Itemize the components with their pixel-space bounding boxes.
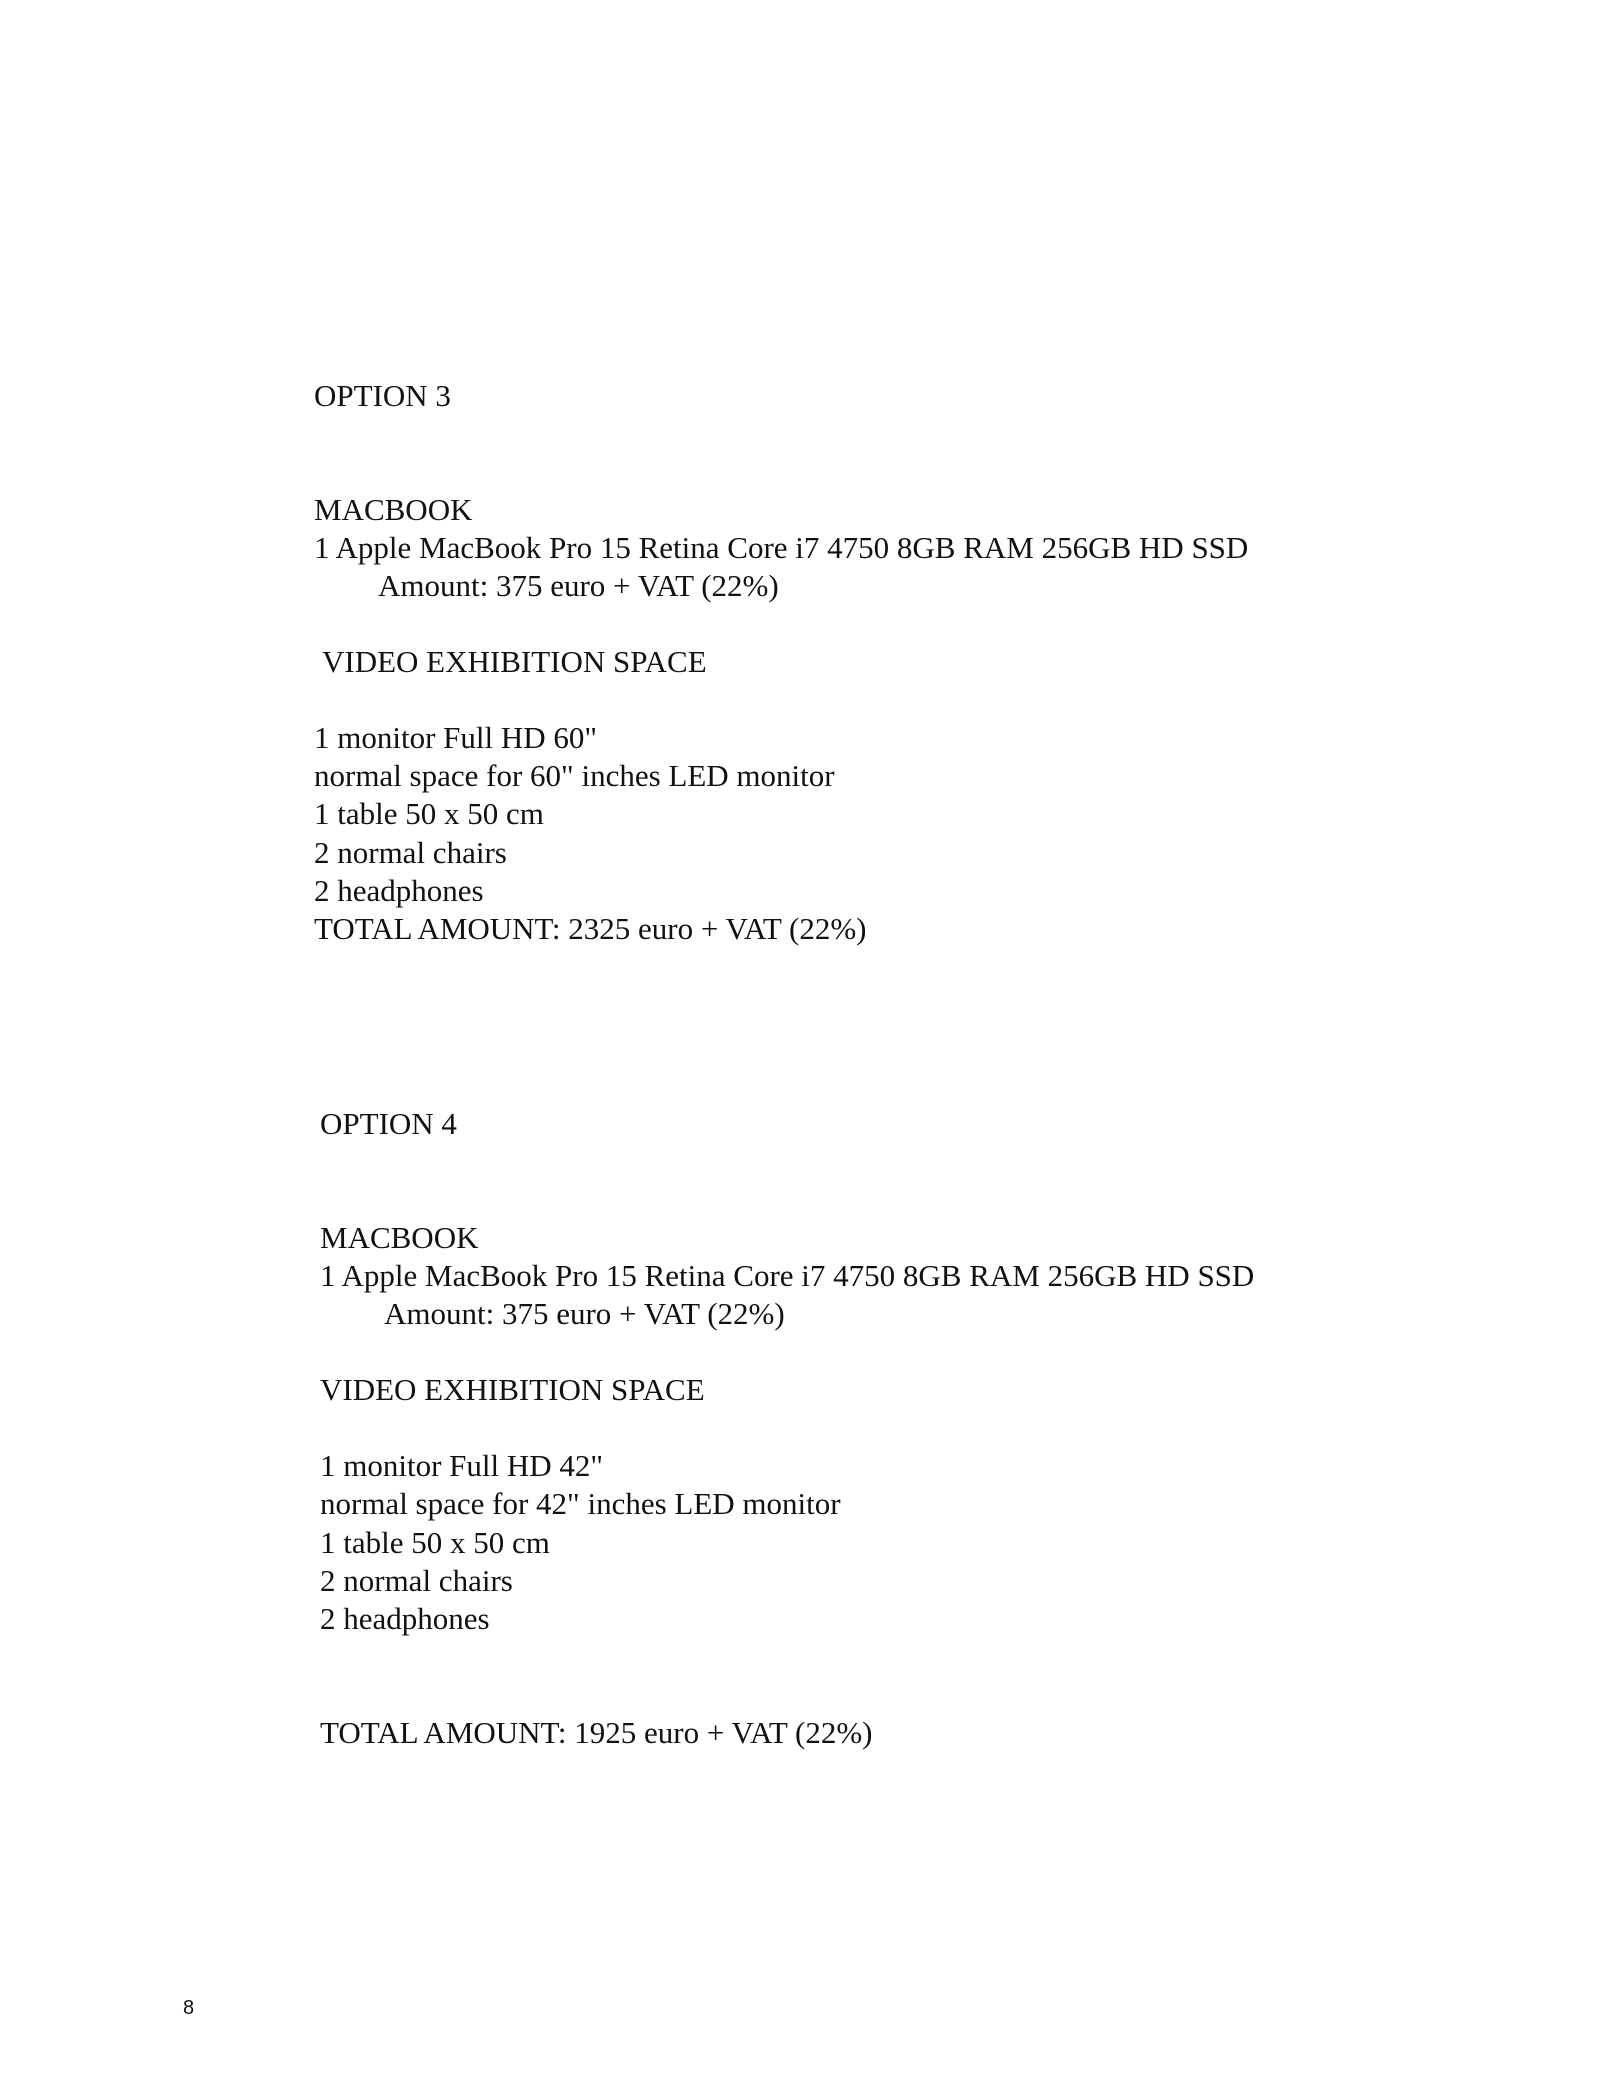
option-4-macbook-title: MACBOOK (320, 1220, 479, 1255)
option-4-video-item: 2 normal chairs (320, 1563, 513, 1598)
option-4-video-item: 1 table 50 x 50 cm (320, 1525, 550, 1560)
option-3-video-item: 2 normal chairs (314, 835, 507, 870)
option-4-macbook-amount: Amount: 375 euro + VAT (22%) (384, 1296, 785, 1331)
option-4-video-title: VIDEO EXHIBITION SPACE (320, 1372, 705, 1407)
option-4-video-item: normal space for 42" inches LED monitor (320, 1486, 841, 1521)
option-4-macbook-item: 1 Apple MacBook Pro 15 Retina Core i7 4750 8GB RAM 256GB HD SSD (320, 1258, 1255, 1293)
option-3-macbook-amount: Amount: 375 euro + VAT (22%) (378, 568, 779, 603)
option-3-video-item: 1 monitor Full HD 60" (314, 720, 598, 755)
option-3-video-item: 2 headphones (314, 873, 484, 908)
option-3-macbook-title: MACBOOK (314, 492, 473, 527)
option-3-total: TOTAL AMOUNT: 2325 euro + VAT (22%) (314, 911, 867, 946)
option-4-video-item: 1 monitor Full HD 42" (320, 1448, 604, 1483)
option-3-video-title: VIDEO EXHIBITION SPACE (322, 644, 707, 679)
option-3-video-item: 1 table 50 x 50 cm (314, 796, 544, 831)
option-3-heading: OPTION 3 (314, 378, 451, 413)
option-4-video-item: 2 headphones (320, 1601, 490, 1636)
page-number: 8 (183, 1997, 195, 2019)
option-4-heading: OPTION 4 (320, 1106, 457, 1141)
option-4-total: TOTAL AMOUNT: 1925 euro + VAT (22%) (320, 1715, 873, 1750)
option-3-macbook-item: 1 Apple MacBook Pro 15 Retina Core i7 4750 8GB RAM 256GB HD SSD (314, 530, 1249, 565)
option-3-video-item: normal space for 60" inches LED monitor (314, 758, 835, 793)
